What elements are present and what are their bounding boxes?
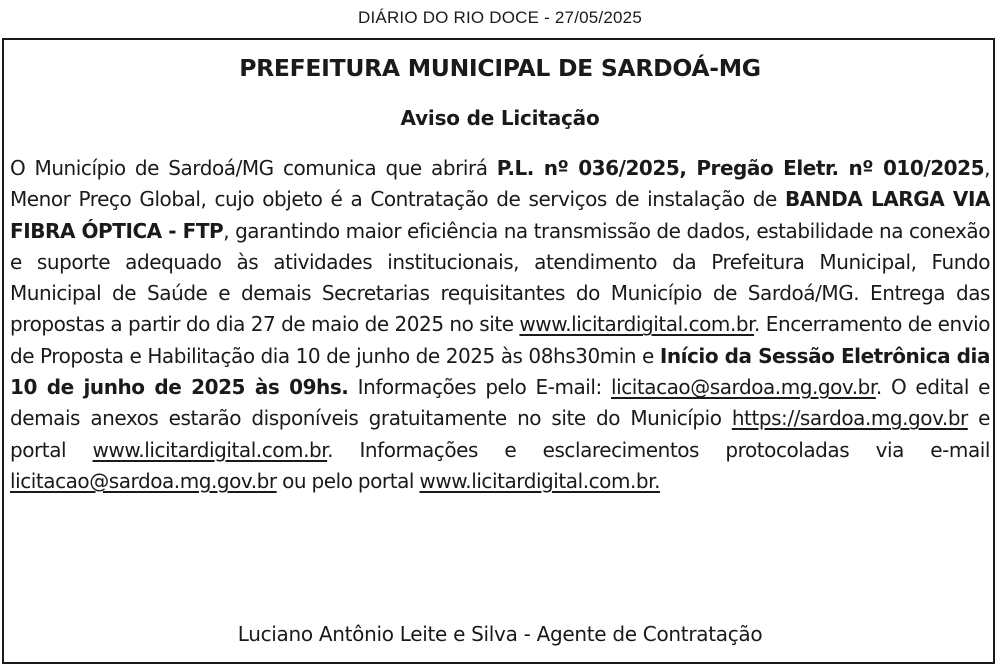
- municipality-site-link[interactable]: https://sardoa.mg.gov.br: [731, 406, 968, 431]
- notice-subtitle: Aviso de Licitação: [400, 106, 600, 130]
- body-text-7: e portal: [10, 406, 991, 462]
- session-start: Início da Sessão Eletrônica dia 10 de junho de 2025 às 09hs.: [10, 343, 991, 400]
- portal-link-2[interactable]: www.licitardigital.com.br: [92, 437, 328, 462]
- email-link-2[interactable]: licitacao@sardoa.mg.gov.br: [10, 468, 277, 493]
- body-text-5: Informações pelo E-mail:: [348, 375, 611, 400]
- body-text-1: O Município de Sardoá/MG comunica que abrirá: [10, 156, 497, 180]
- email-link-1[interactable]: licitacao@sardoa.mg.gov.br: [611, 375, 876, 400]
- body-text-2: , Menor Preço Global, cujo objeto é a Contratação de serviços de instalação de: [10, 156, 990, 212]
- notice-title: PREFEITURA MUNICIPAL DE SARDOÁ-MG: [239, 54, 761, 82]
- body-text-9: ou pelo portal: [276, 468, 420, 493]
- body-text-6: . O edital e demais anexos estarão disponíveis gratuitamente no site do Município: [10, 375, 990, 431]
- notice-body: [10, 153, 990, 497]
- portal-link-3[interactable]: www.licitardigital.com.br.: [419, 468, 660, 493]
- newspaper-header: DIÁRIO DO RIO DOCE - 27/05/2025: [358, 8, 642, 27]
- body-text-3: , garantindo maior eficiência na transmissão de dados, estabilidade na conexão e suporte adequado às atividades institucionais, atendimento da Prefeitura Municipal, Fundo Municipal de Saúde e demais Secretarias requisitantes do Município de Sardoá/MG. Entrega das propostas a partir do dia 27 de maio de 2025 no site: [10, 218, 990, 337]
- portal-link-1[interactable]: www.licitardigital.com.br: [519, 312, 755, 337]
- signature: Luciano Antônio Leite e Silva - Agente de Contratação: [237, 622, 763, 646]
- contract-object: BANDA LARGA VIA FIBRA ÓPTICA - FTP: [10, 187, 990, 243]
- body-text-4: . Encerramento de envio de Proposta e Habilitação dia 10 de junho de 2025 às 08hs30min e: [10, 312, 990, 368]
- body-text-8: . Informações e esclarecimentos protocoladas via e-mail: [327, 437, 990, 462]
- process-number: P.L. nº 036/2025, Pregão Eletr. nº 010/2025: [496, 156, 985, 180]
